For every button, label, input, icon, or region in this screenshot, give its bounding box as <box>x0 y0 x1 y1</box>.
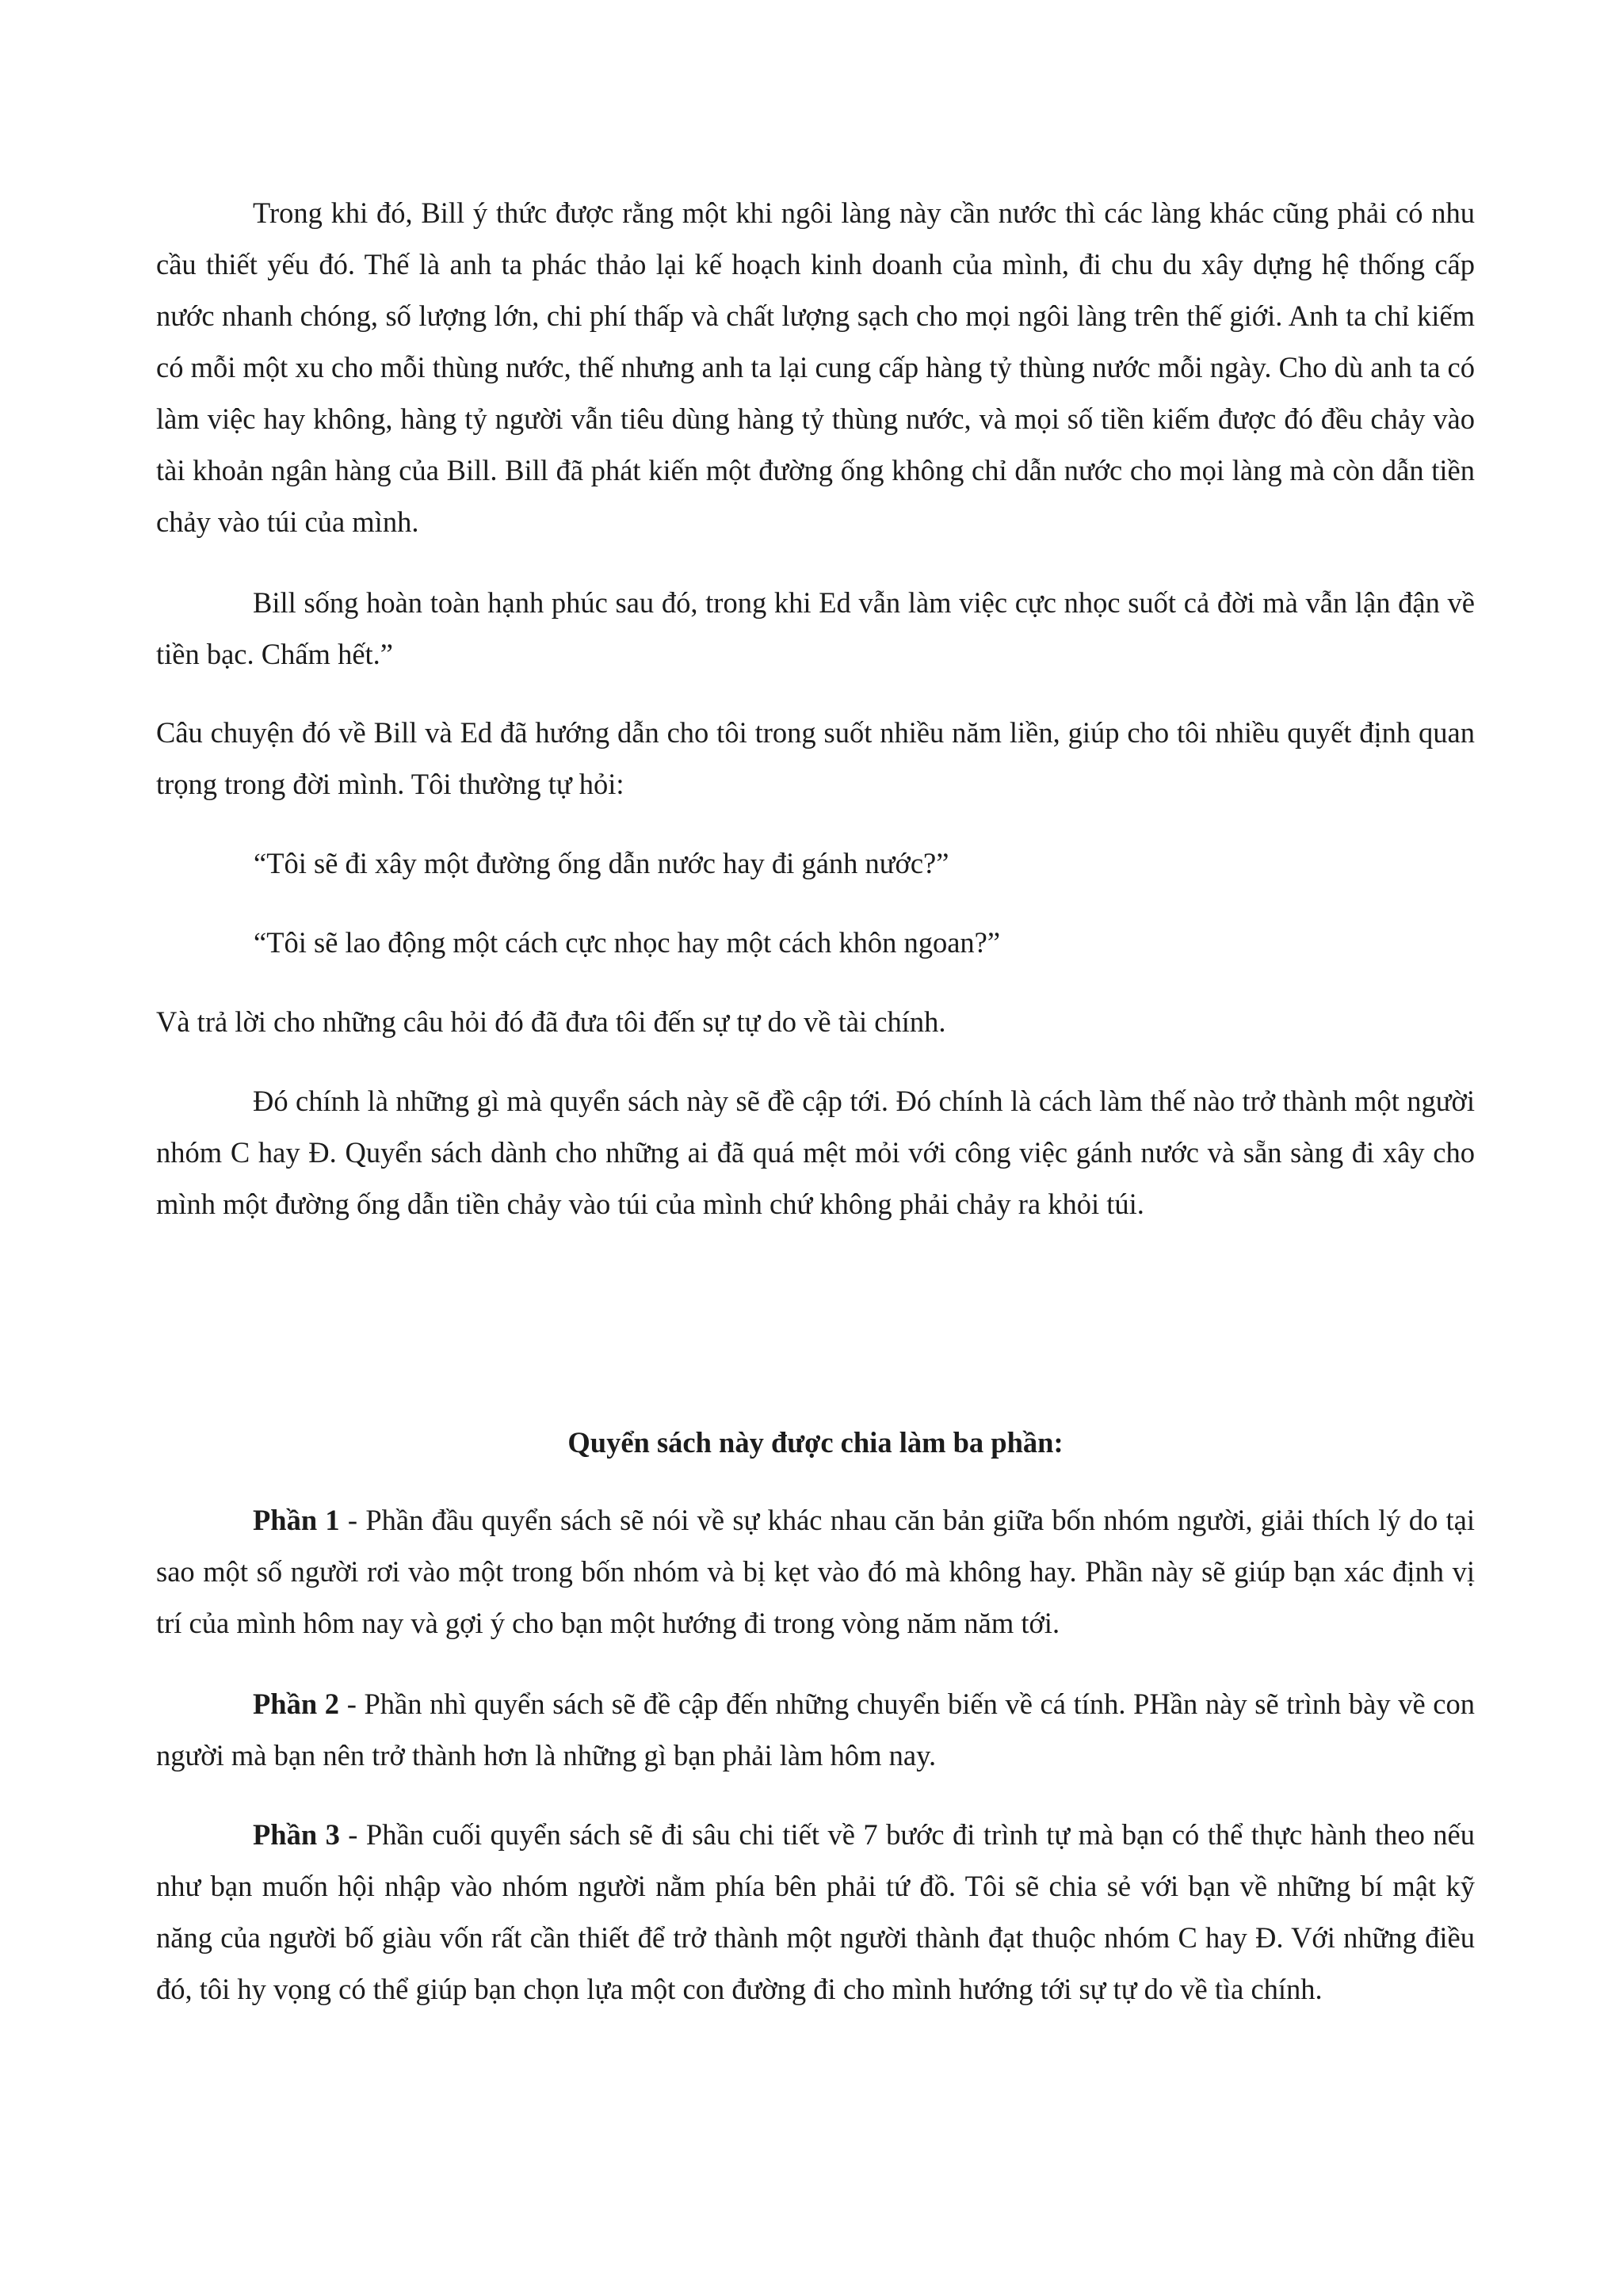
paragraph-bill-happy-ending: Bill sống hoàn toàn hạnh phúc sau đó, trong khi Ed vẫn làm việc cực nhọc suốt cả đời mà vẫn lận đận về tiền bạc. Chấm hết.” <box>156 586 1475 670</box>
quote-pipeline-question: “Tôi sẽ đi xây một đường ống dẫn nước hay đi gánh nước?” <box>254 847 949 879</box>
part-1-paragraph <box>156 1494 1475 1649</box>
part-2-paragraph <box>156 1678 1475 1781</box>
section-heading: Quyển sách này được chia làm ba phần: <box>567 1426 1064 1459</box>
part-2-label: Phần 2 <box>253 1688 340 1720</box>
quote-work-question: “Tôi sẽ lao động một cách cực nhọc hay một cách khôn ngoan?” <box>254 926 1001 959</box>
part-1-label: Phần 1 <box>253 1504 340 1536</box>
part-1-text: - Phần đầu quyển sách sẽ nói về sự khác nhau căn bản giữa bốn nhóm người, giải thích lý do tại sao một số người rơi vào một trong bốn nhóm và bị kẹt vào đó mà không hay. Phần này sẽ giúp bạn xác định vị trí của mình hôm nay và gợi ý cho bạn một hướng đi trong vòng năm năm tới. <box>156 1504 1475 1639</box>
paragraph-story-guidance: Câu chuyện đó về Bill và Ed đã hướng dẫn cho tôi trong suốt nhiều năm liền, giúp cho tôi nhiều quyết định quan trọng trong đời mình. Tôi thường tự hỏi: <box>156 716 1475 800</box>
part-3-paragraph <box>156 1809 1475 2015</box>
paragraph-bill-pipeline: Trong khi đó, Bill ý thức được rằng một khi ngôi làng này cần nước thì các làng khác cũng phải có nhu cầu thiết yếu đó. Thế là anh ta phác thảo lại kế hoạch kinh doanh của mình, đi chu du xây dựng hệ thống cấp nước nhanh chóng, số lượng lớn, chi phí thấp và chất lượng sạch cho mọi ngôi làng trên thế giới. Anh ta chỉ kiếm có mỗi một xu cho mỗi thùng nước, thế nhưng anh ta lại cung cấp hàng tỷ thùng nước mỗi ngày. Cho dù anh ta có làm việc hay không, hàng tỷ người vẫn tiêu dùng hàng tỷ thùng nước, và mọi số tiền kiếm được đó đều chảy vào tài khoản ngân hàng của Bill. Bill đã phát kiến một đường ống không chỉ dẫn nước cho mọi làng mà còn dẫn tiền chảy vào túi của mình. <box>156 196 1475 538</box>
part-3-text: - Phần cuối quyển sách sẽ đi sâu chi tiết về 7 bước đi trình tự mà bạn có thể thực hành theo nếu như bạn muốn hội nhập vào nhóm người nằm phía bên phải tứ đồ. Tôi sẽ chia sẻ với bạn về những bí mật kỹ năng của người bố giàu vốn rất cần thiết để trở thành một người thành đạt thuộc nhóm C hay Đ. Với những điều đó, tôi hy vọng có thể giúp bạn chọn lựa một con đường đi cho mình hướng tới sự tự do về tìa chính. <box>156 1818 1475 2005</box>
paragraph-financial-freedom: Và trả lời cho những câu hỏi đó đã đưa tôi đến sự tự do về tài chính. <box>156 1005 946 1038</box>
part-3-label: Phần 3 <box>253 1818 340 1851</box>
paragraph-book-purpose: Đó chính là những gì mà quyển sách này sẽ đề cập tới. Đó chính là cách làm thế nào trở thành một người nhóm C hay Đ. Quyển sách dành cho những ai đã quá mệt mỏi với công việc gánh nước và sẵn sàng đi xây cho mình một đường ống dẫn tiền chảy vào túi của mình chứ không phải chảy ra khỏi túi. <box>156 1085 1475 1220</box>
part-2-text: - Phần nhì quyển sách sẽ đề cập đến những chuyển biến về cá tính. PHần này sẽ trình bày về con người mà bạn nên trở thành hơn là những gì bạn phải làm hôm nay. <box>156 1688 1475 1772</box>
